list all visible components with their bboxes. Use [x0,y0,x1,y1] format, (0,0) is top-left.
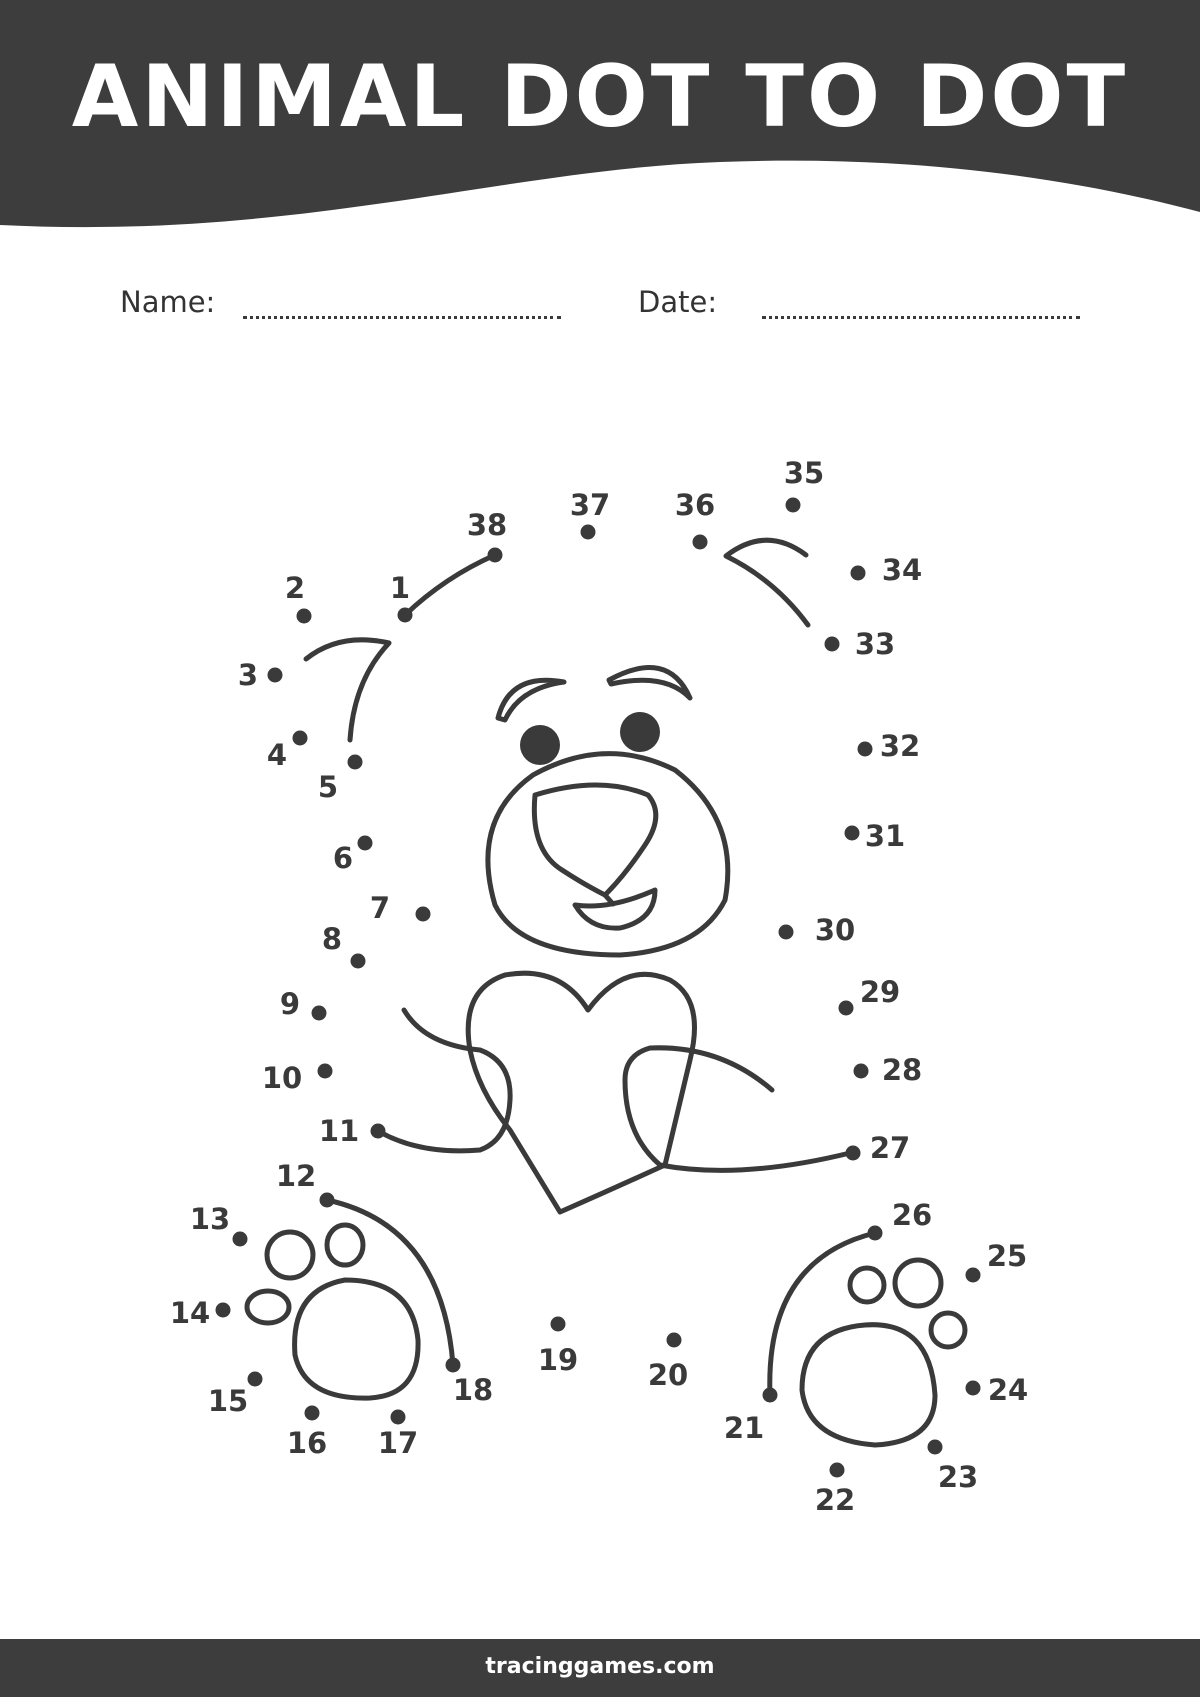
dot-number-5: 5 [317,770,339,804]
dot-27[interactable] [846,1146,861,1161]
dot-number-4: 4 [266,738,288,772]
dot-number-1: 1 [389,571,411,605]
dot-9[interactable] [312,1006,327,1021]
dot-31[interactable] [845,826,860,841]
dot-18[interactable] [446,1358,461,1373]
dot-number-30: 30 [814,913,856,947]
dot-29[interactable] [839,1001,854,1016]
dot-20[interactable] [667,1333,682,1348]
dot-32[interactable] [858,742,873,757]
dot-number-7: 7 [369,891,391,925]
dot-number-32: 32 [879,729,921,763]
dot-1[interactable] [398,608,413,623]
dot-21[interactable] [763,1388,778,1403]
dot-25[interactable] [966,1268,981,1283]
left-eye [520,725,560,765]
dot-4[interactable] [293,731,308,746]
dot-number-18: 18 [452,1373,494,1407]
smile-outline [575,890,655,928]
left-paw-toe [267,1232,313,1278]
dot-19[interactable] [551,1317,566,1332]
dot-10[interactable] [318,1064,333,1079]
nose-outline [534,785,655,895]
right-paw-toe [931,1313,965,1347]
dot-number-38: 38 [466,508,508,542]
dot-12[interactable] [320,1193,335,1208]
heart-outline [468,973,694,1212]
left-paw-toe [327,1225,363,1265]
right-paw-toe [850,1268,884,1302]
head-top-line [405,555,495,615]
dot-number-27: 27 [869,1131,911,1165]
left-eyebrow [498,680,564,720]
dot-30[interactable] [779,925,794,940]
dot-14[interactable] [216,1303,231,1318]
right-ear-outline [726,540,808,625]
left-paw-pad [295,1280,418,1398]
dot-number-8: 8 [321,922,343,956]
dot-number-20: 20 [647,1358,689,1392]
dot-15[interactable] [248,1372,263,1387]
dot-17[interactable] [391,1410,406,1425]
dot-35[interactable] [786,498,801,513]
dot-number-19: 19 [537,1343,579,1377]
dot-number-9: 9 [279,987,301,1021]
dot-number-31: 31 [864,819,906,853]
right-paw-pad [802,1325,935,1445]
dot-number-34: 34 [881,553,923,587]
dot-33[interactable] [825,637,840,652]
dot-8[interactable] [351,954,366,969]
right-eye [620,712,660,752]
dot-16[interactable] [305,1406,320,1421]
dot-number-29: 29 [859,975,901,1009]
dot-34[interactable] [851,566,866,581]
left-arm-outline [378,1010,510,1151]
dot-28[interactable] [854,1064,869,1079]
dot-11[interactable] [371,1124,386,1139]
right-arm-outline [625,1048,850,1171]
dot-23[interactable] [928,1440,943,1455]
dot-37[interactable] [581,525,596,540]
numbered-dots [170,456,1028,1517]
dot-number-22: 22 [814,1483,856,1517]
right-paw-toe [895,1260,941,1306]
dot-number-25: 25 [986,1239,1028,1273]
dot-7[interactable] [416,907,431,922]
dot-number-36: 36 [674,488,716,522]
dot-number-13: 13 [189,1202,231,1236]
right-leg-outline [770,1233,875,1395]
dot-3[interactable] [268,668,283,683]
dot-number-14: 14 [169,1296,211,1330]
left-ear-outline [306,640,389,740]
dot-number-28: 28 [881,1053,923,1087]
left-paw-toe [247,1291,289,1323]
dot-number-24: 24 [987,1373,1029,1407]
page-title: ANIMAL DOT TO DOT [71,47,1129,147]
dot-number-2: 2 [284,571,306,605]
dot-number-10: 10 [261,1061,303,1095]
dot-number-12: 12 [275,1159,317,1193]
dot-number-26: 26 [891,1198,933,1232]
dot-number-6: 6 [332,841,354,875]
dot-number-23: 23 [937,1460,979,1494]
footer-bar [0,1639,1200,1697]
dot-6[interactable] [358,836,373,851]
dot-36[interactable] [693,535,708,550]
dot-26[interactable] [868,1226,883,1241]
dot-number-15: 15 [207,1384,249,1418]
dot-number-3: 3 [237,658,259,692]
dot-22[interactable] [830,1463,845,1478]
dot-number-11: 11 [318,1114,360,1148]
dot-number-35: 35 [783,456,825,490]
dot-number-37: 37 [569,488,611,522]
dot-number-16: 16 [286,1426,328,1460]
dot-number-17: 17 [377,1426,419,1460]
dot-38[interactable] [488,548,503,563]
dot-24[interactable] [966,1381,981,1396]
dot-2[interactable] [297,609,312,624]
name-label: Name: [120,285,216,319]
dot-number-21: 21 [723,1411,765,1445]
date-label: Date: [638,285,718,319]
footer-site: tracinggames.com [485,1654,715,1679]
right-eyebrow [609,668,690,698]
dot-5[interactable] [348,755,363,770]
dot-number-33: 33 [854,627,896,661]
dot-13[interactable] [233,1232,248,1247]
